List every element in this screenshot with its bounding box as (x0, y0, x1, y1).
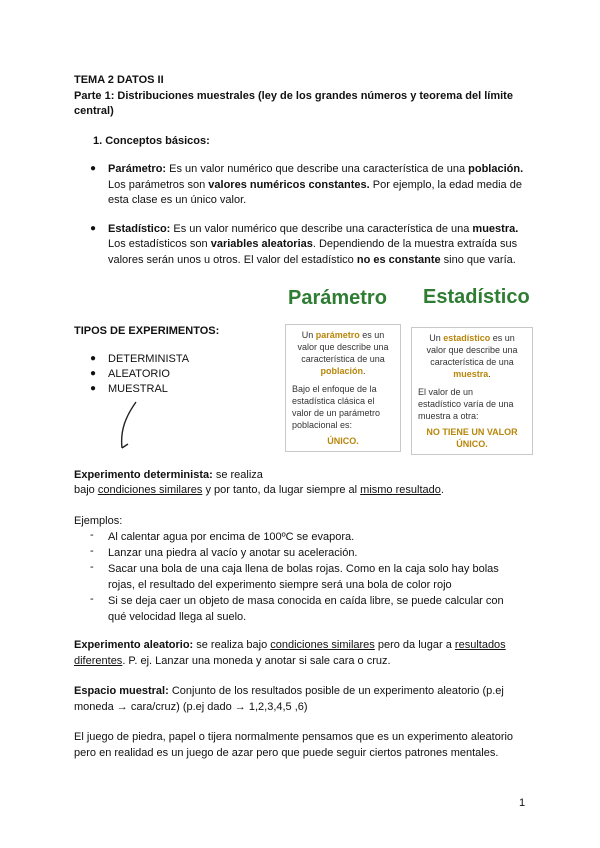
bullet-dot: ● (90, 383, 97, 394)
parametro-line3: esta clase es un único valor. (108, 194, 247, 206)
param-box-line: poblacional es: (292, 420, 353, 430)
page-number: 1 (519, 797, 526, 809)
figure-param-title: Parámetro (288, 287, 387, 309)
param-box-line: Un parámetro es un (301, 330, 385, 340)
juego-line2: pero en realidad es un juego de azar pero que puede seguir ciertos patrones mentales. (74, 747, 499, 759)
ejemplo-item: Sacar una bola de una caja llena de bolas rojas. Como en la caja solo hay bolas (108, 563, 499, 575)
param-box-answer: ÚNICO. (327, 436, 359, 446)
tipos-heading: TIPOS DE EXPERIMENTOS: (74, 325, 220, 337)
est-box-line: muestra. (453, 369, 491, 379)
est-box-line: muestra a otra: (418, 411, 479, 421)
estadistico-line2: Los estadísticos son variables aleatorias. Dependiendo de la muestra extraída sus (108, 238, 518, 250)
page-title: TEMA 2 DATOS II (74, 74, 164, 86)
est-box-answer: ÚNICO. (456, 439, 488, 449)
param-box-line: característica de una (301, 354, 385, 364)
hand-drawn-mark (112, 398, 142, 456)
dash-marker: - (90, 593, 94, 605)
juego-line1: El juego de piedra, papel o tijera normalmente pensamos que es un experimento aleatorio (74, 731, 514, 743)
subtitle-cont: central) (74, 105, 114, 117)
section-heading: 1. Conceptos básicos: (93, 135, 210, 147)
determinista-line1: Experimento determinista: se realiza (74, 469, 263, 481)
ejemplos-heading: Ejemplos: (74, 515, 123, 527)
param-box-line: Bajo el enfoque de la (292, 384, 377, 394)
param-box-line: estadística clásica el (292, 396, 375, 406)
determinista-line2: bajo condiciones similares y por tanto, da lugar siempre al mismo resultado. (74, 484, 444, 496)
param-box-line: población. (320, 366, 366, 376)
ejemplo-item: Si se deja caer un objeto de masa conocida en caída libre, se puede calcular con (108, 595, 504, 607)
dash-marker: - (90, 545, 94, 557)
subtitle: Parte 1: Distribuciones muestrales (ley de los grandes números y teorema del límite (74, 90, 513, 102)
parametro-line2: Los parámetros son valores numéricos constantes. Por ejemplo, la edad media de (108, 179, 522, 191)
espacio-line2: moneda → cara/cruz) (p.ej dado → 1,2,3,4,5 ,6) (74, 701, 308, 713)
dash-marker: - (90, 529, 94, 541)
dash-marker: - (90, 561, 94, 573)
est-box (411, 327, 533, 455)
ejemplo-item-cont: qué velocidad llega al suelo. (108, 611, 247, 623)
aleatorio-line1: Experimento aleatorio: se realiza bajo condiciones similares pero da lugar a resultados (74, 639, 506, 651)
ejemplo-item-cont: rojas, el resultado del experimento siempre será una bola de color rojo (108, 579, 452, 591)
estadistico-line1: Estadístico: Es un valor numérico que describe una característica de una muestra. (108, 223, 519, 235)
bullet-dot: ● (90, 223, 97, 234)
figure-est-title: Estadístico (423, 286, 530, 308)
bullet-dot: ● (90, 163, 97, 174)
espacio-line1: Espacio muestral: Conjunto de los resultados posible de un experimento aleatorio (p.ej (74, 685, 504, 697)
est-box-answer: NO TIENE UN VALOR (426, 427, 518, 437)
bullet-dot: ● (90, 353, 97, 364)
ejemplo-item: Lanzar una piedra al vacío y anotar su aceleración. (108, 547, 358, 559)
est-box-line: estadístico varía de una (418, 399, 514, 409)
tipo-item: MUESTRAL (108, 383, 168, 395)
bullet-dot: ● (90, 368, 97, 379)
ejemplo-item: Al calentar agua por encima de 100ºC se evapora. (108, 531, 355, 543)
estadistico-line3: valores serán unos u otros. El valor del estadístico no es constante sino que varía. (108, 254, 516, 266)
est-box-line: valor que describe una (426, 345, 518, 355)
parametro-line1: Parámetro: Es un valor numérico que describe una característica de una población. (108, 163, 524, 175)
est-box-line: Un estadístico es un (429, 333, 515, 343)
est-box-line: característica de una (430, 357, 514, 367)
tipo-item: DETERMINISTA (108, 353, 190, 365)
tipo-item: ALEATORIO (108, 368, 170, 380)
param-box-line: valor de un parámetro (292, 408, 381, 418)
aleatorio-line2: diferentes. P. ej. Lanzar una moneda y anotar si sale cara o cruz. (74, 655, 391, 667)
est-box-line: El valor de un (418, 387, 474, 397)
param-box (285, 324, 401, 452)
param-box-line: valor que describe una (297, 342, 389, 352)
